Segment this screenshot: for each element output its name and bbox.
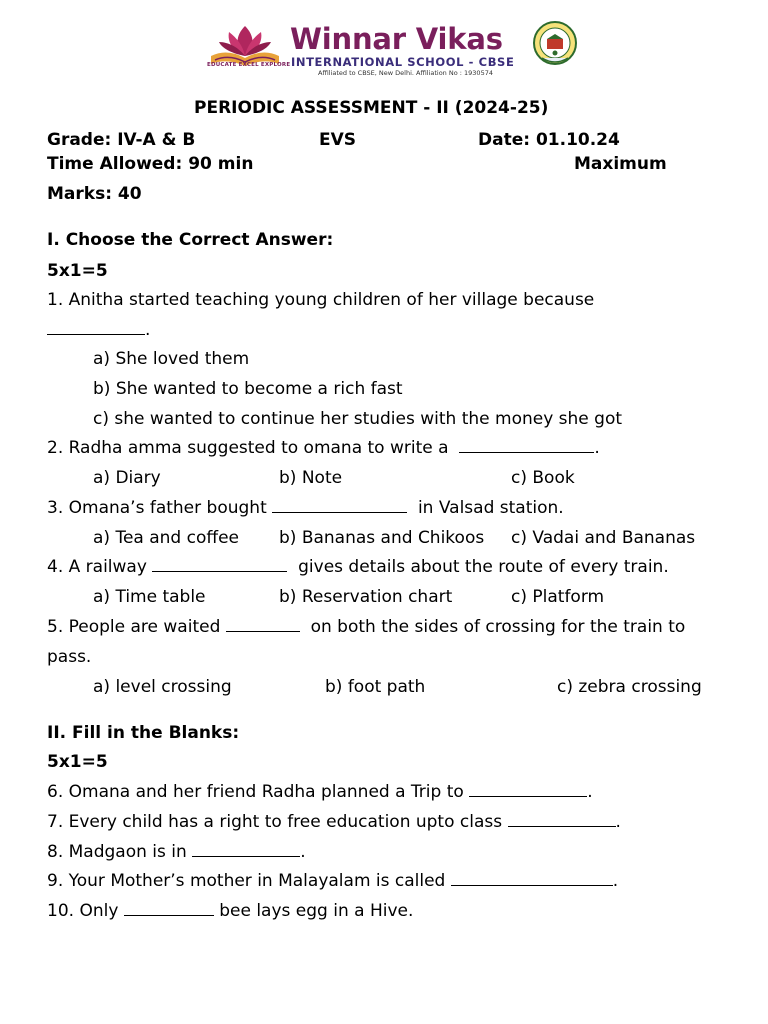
section1-heading: I. Choose the Correct Answer: (47, 230, 334, 250)
option: b) She wanted to become a rich fast (93, 379, 403, 399)
option: a) Diary (93, 468, 161, 488)
school-name: Winnar Vikas (290, 22, 503, 56)
question-5-cont: pass. (47, 647, 92, 667)
question-text: 5. People are waited (47, 617, 221, 637)
fill-item-10 (47, 901, 413, 921)
option: c) Platform (511, 587, 605, 607)
option: b) Note (279, 468, 343, 488)
question-1: 1. Anitha started teaching young children of her village because (47, 290, 595, 310)
option: c) she wanted to continue her studies with the money she got (93, 409, 623, 429)
affiliation-text: Affiliated to CBSE, New Delhi. Affiliation No : 1930574 (318, 69, 493, 77)
answer-blank (226, 617, 300, 632)
exam-title: PERIODIC ASSESSMENT - II (2024-25) (194, 98, 549, 118)
question-3 (47, 498, 564, 518)
question-1-blank (47, 320, 150, 340)
option: a) She loved them (93, 349, 250, 369)
option: c) Book (511, 468, 575, 488)
question-text: 3. Omana’s father bought (47, 498, 267, 518)
answer-blank (192, 842, 300, 857)
answer-blank (451, 871, 613, 886)
question-5 (47, 617, 685, 637)
item-text-end: . (615, 812, 621, 832)
subject-label: EVS (319, 130, 357, 150)
option: c) Vadai and Bananas (511, 528, 696, 548)
answer-blank (508, 812, 616, 827)
question-4 (47, 557, 669, 577)
answer-blank (459, 438, 594, 453)
option: a) Tea and coffee (93, 528, 239, 548)
option: b) foot path (325, 677, 426, 697)
item-text-end: . (300, 842, 306, 862)
question-text-end: . (594, 438, 600, 458)
section2-heading: II. Fill in the Blanks: (47, 723, 240, 743)
option: a) level crossing (93, 677, 232, 697)
fill-item-7 (47, 812, 621, 832)
marks-label: Marks: 40 (47, 184, 142, 204)
option: b) Reservation chart (279, 587, 453, 607)
item-text: 10. Only (47, 901, 119, 921)
maximum-label: Maximum (574, 154, 667, 174)
time-allowed: Time Allowed: 90 min (47, 154, 254, 174)
item-text-end: . (587, 782, 593, 802)
item-text: 9. Your Mother’s mother in Malayalam is called (47, 871, 446, 891)
answer-blank (272, 498, 407, 513)
option: c) zebra crossing (557, 677, 702, 697)
item-text-end: . (612, 871, 619, 891)
item-text-end: bee lays egg in a Hive. (219, 901, 414, 921)
item-text: 7. Every child has a right to free education upto class (47, 812, 503, 832)
question-text-end: in Valsad station. (417, 498, 564, 518)
answer-blank (152, 557, 287, 572)
punctuation: . (145, 320, 151, 340)
grade-label: Grade: IV-A & B (47, 130, 196, 150)
section1-scoring: 5x1=5 (47, 261, 108, 281)
question-text: 4. A railway (47, 557, 147, 577)
option: b) Bananas and Chikoos (279, 528, 485, 548)
school-subtitle: INTERNATIONAL SCHOOL - CBSE (291, 55, 515, 69)
fill-item-9 (47, 871, 618, 891)
fill-item-8 (47, 842, 306, 862)
item-text: 6. Omana and her friend Radha planned a Trip to (47, 782, 464, 802)
answer-blank (469, 782, 587, 797)
answer-blank (47, 320, 145, 335)
cbse-seal-icon (532, 20, 578, 66)
fill-item-6 (47, 782, 593, 802)
question-text: 2. Radha amma suggested to omana to write a (47, 438, 449, 458)
item-text: 8. Madgaon is in (47, 842, 187, 862)
question-text-end: on both the sides of crossing for the train to (310, 617, 686, 637)
question-text-end: gives details about the route of every train. (298, 557, 669, 577)
date-label: Date: 01.10.24 (478, 130, 620, 150)
question-2 (47, 438, 600, 458)
logo-tagline: EDUCATE EXCEL EXPLORE (207, 62, 291, 68)
option: a) Time table (93, 587, 206, 607)
answer-blank (124, 901, 214, 916)
section2-scoring: 5x1=5 (47, 752, 108, 772)
